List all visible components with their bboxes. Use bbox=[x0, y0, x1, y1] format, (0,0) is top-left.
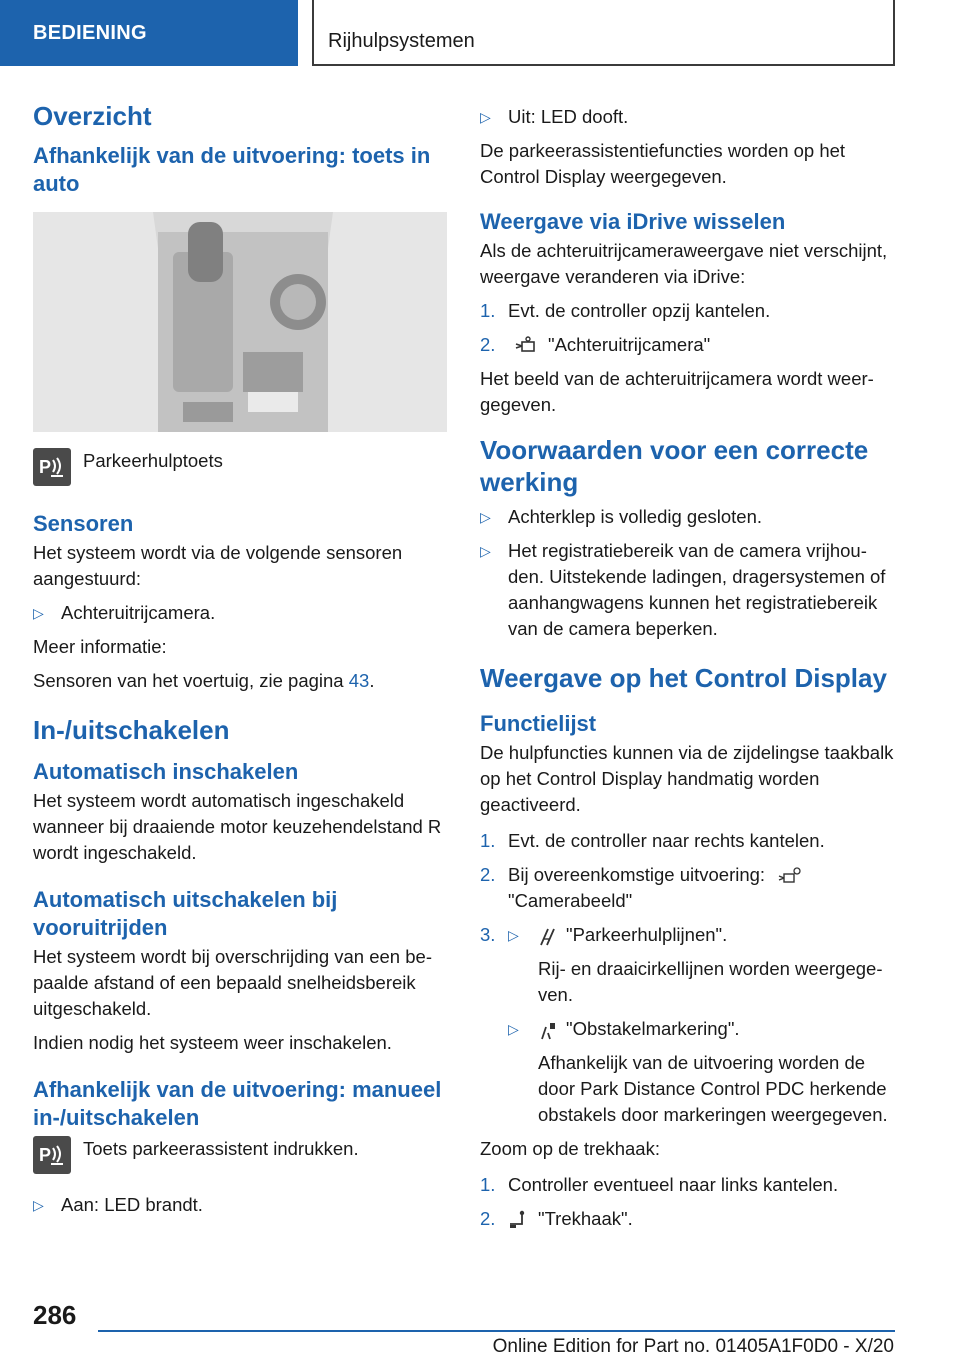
edition-text: Online Edition for Part no. 01405A1F0D0 - X/20 bbox=[492, 1336, 894, 1357]
zoom-text: Zoom op de trekhaak: bbox=[480, 1138, 660, 1159]
parking-button-row bbox=[33, 448, 447, 486]
heading-overzicht: Overzicht bbox=[33, 101, 152, 131]
list-item: 2. "Achteruitrijcamera" bbox=[480, 334, 711, 355]
list-item: 1. Controller eventueel naar links kantelen. bbox=[480, 1174, 839, 1195]
auto-in-text: Het systeem wordt automatisch ingeschakeld wanneer bij draaiende motor keuzehendelstand R wordt ingeschakeld. bbox=[33, 790, 442, 863]
heading-idrive: Weergave via iDrive wisselen bbox=[480, 209, 786, 234]
footer-divider bbox=[98, 1330, 895, 1332]
list-item: ▷ Achteruitrijcamera. bbox=[33, 600, 447, 626]
camera-settings-icon bbox=[776, 866, 804, 886]
parking-lines-icon bbox=[538, 925, 558, 947]
idrive-result: Het beeld van de achteruitrijcamera wordt weergegeven. bbox=[480, 368, 874, 415]
manual-text: Toets parkeerassistent indrukken. bbox=[83, 1138, 359, 1159]
idrive-text: Als de achteruitrijcameraweergave niet verschijnt, weergave veranderen via iDrive: bbox=[480, 240, 888, 287]
svg-text:P: P bbox=[39, 1145, 52, 1165]
rear-camera-icon bbox=[514, 336, 540, 356]
parking-assist-button-icon bbox=[33, 1136, 71, 1174]
sub1-desc: Rij- en draaicirkellijnen worden weergegeven. bbox=[538, 958, 883, 1005]
bullet-triangle-icon: ▷ bbox=[480, 509, 491, 525]
list-item: 3. ▷ "Parkeerhulplijnen". bbox=[480, 922, 894, 948]
functielijst-text: De hulpfuncties kunnen via de zijdelingse taakbalk op het Control Display handmatig worden geactiveerd. bbox=[480, 742, 894, 815]
heading-sensoren: Sensoren bbox=[33, 511, 134, 536]
heading-manueel: Afhankelijk van de uitvoering: manueel in-/uitschakelen bbox=[33, 1077, 442, 1130]
list-item: ▷ Aan: LED brandt. bbox=[33, 1192, 447, 1218]
obstacle-marking-icon bbox=[538, 1019, 558, 1041]
list-item: 1. Evt. de controller naar rechts kantelen. bbox=[480, 830, 825, 851]
list-item: ▷ Achterklep is volledig gesloten. bbox=[480, 504, 894, 530]
heading-functielijst: Functielijst bbox=[480, 711, 597, 736]
sub2-desc: Afhankelijk van de uitvoering worden de door Park Distance Control PDC herkende obstakels door markeringen weergegeven. bbox=[538, 1052, 888, 1125]
auto-uit-text2: Indien nodig het systeem weer inschakelen. bbox=[33, 1032, 392, 1053]
bullet-triangle-icon: ▷ bbox=[508, 927, 519, 943]
auto-uit-text: Het systeem wordt bij overschrijding van een bepaalde afstand of een bepaald snelheidsbereik uitgeschakeld. bbox=[33, 946, 432, 1019]
chapter-title: Rijhulpsystemen bbox=[312, 0, 895, 66]
parking-assist-button-icon bbox=[33, 448, 71, 486]
bullet-triangle-icon: ▷ bbox=[33, 605, 44, 621]
bullet-triangle-icon: ▷ bbox=[480, 543, 491, 559]
sensoren-reference: Sensoren van het voertuig, zie pagina 43. bbox=[33, 670, 375, 691]
heading-variant-button: Afhankelijk van de uitvoering: toets in auto bbox=[33, 143, 431, 196]
right-column bbox=[480, 104, 894, 1240]
heading-voorwaarden: Voorwaarden voor een correcte werking bbox=[480, 435, 869, 497]
list-item: 2. Bij overeenkomstige uitvoering: "Camerabeeld" bbox=[480, 862, 894, 914]
display-text: De parkeerassistentiefuncties worden op het Control Display weergegeven. bbox=[480, 140, 846, 187]
bullet-triangle-icon: ▷ bbox=[33, 1197, 44, 1213]
list-item: ▷ "Obstakelmarkering". bbox=[508, 1016, 894, 1042]
bullet-triangle-icon: ▷ bbox=[480, 109, 491, 125]
heading-control-display: Weergave op het Control Display bbox=[480, 663, 887, 693]
section-tab: BEDIENING bbox=[0, 0, 298, 66]
sensoren-text: Het systeem wordt via de volgende sensoren aangestuurd: bbox=[33, 542, 403, 589]
heading-auto-uit: Automatisch uitschakelen bij vooruitrijden bbox=[33, 887, 338, 940]
svg-text:P: P bbox=[39, 457, 52, 477]
parking-button-caption: Parkeerhulptoets bbox=[83, 450, 223, 471]
manual-button-row bbox=[33, 1136, 447, 1174]
meer-info: Meer informatie: bbox=[33, 636, 167, 657]
page-link[interactable]: 43 bbox=[348, 670, 370, 691]
center-console-photo bbox=[33, 212, 447, 432]
heading-in-uit: In-/uitschakelen bbox=[33, 715, 230, 745]
list-item: ▷ Uit: LED dooft. bbox=[480, 104, 894, 130]
list-item: 1. Evt. de controller opzij kantelen. bbox=[480, 300, 771, 321]
list-item: ▷ Het registratiebereik van de camera vrijhouden. Uitstekende ladingen, dragersystemen of aanhangwagens kunnen het registratiebereik van de camera beperken. bbox=[480, 538, 894, 642]
bullet-triangle-icon: ▷ bbox=[508, 1021, 519, 1037]
trailer-hitch-icon bbox=[508, 1210, 530, 1230]
list-item: 2. "Trekhaak". bbox=[480, 1208, 633, 1229]
page-number: 286 bbox=[33, 1300, 77, 1330]
left-column bbox=[33, 100, 447, 1226]
heading-auto-in: Automatisch inschakelen bbox=[33, 759, 299, 784]
